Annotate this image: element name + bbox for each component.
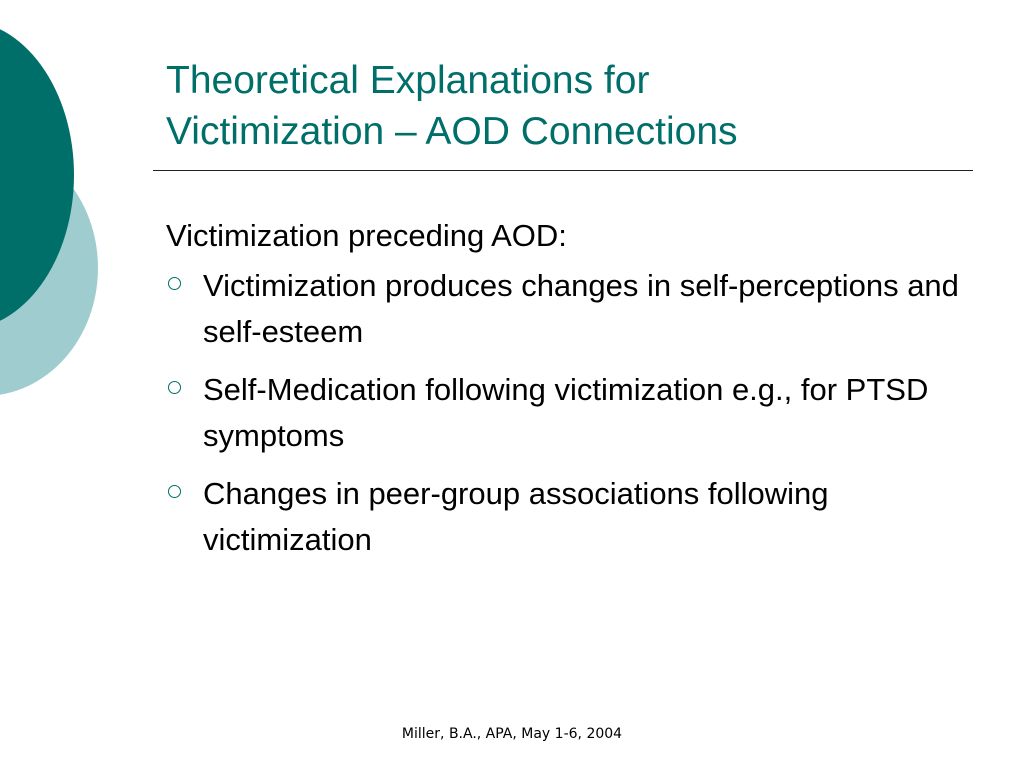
bullet-text: Changes in peer-group associations following victimization	[203, 476, 829, 557]
slide-title	[166, 55, 986, 157]
bullet-item	[166, 471, 986, 563]
hollow-circle-bullet-icon	[168, 381, 181, 394]
title-line-1: Theoretical Explanations for	[166, 59, 650, 102]
intro-text: Victimization preceding AOD:	[166, 218, 567, 253]
slide-footer-citation: Miller, B.A., APA, May 1-6, 2004	[401, 726, 623, 742]
slide-body	[166, 213, 986, 575]
bullet-item	[166, 263, 986, 355]
title-line-2: Victimization – AOD Connections	[166, 110, 738, 153]
title-divider	[153, 170, 973, 171]
bullet-text: Self-Medication following victimization e.g., for PTSD symptoms	[203, 372, 929, 453]
hollow-circle-bullet-icon	[168, 485, 181, 498]
hollow-circle-bullet-icon	[168, 277, 181, 290]
bullet-item	[166, 367, 986, 459]
bullet-text: Victimization produces changes in self-perceptions and self-esteem	[203, 268, 959, 349]
bullet-list	[166, 263, 986, 563]
